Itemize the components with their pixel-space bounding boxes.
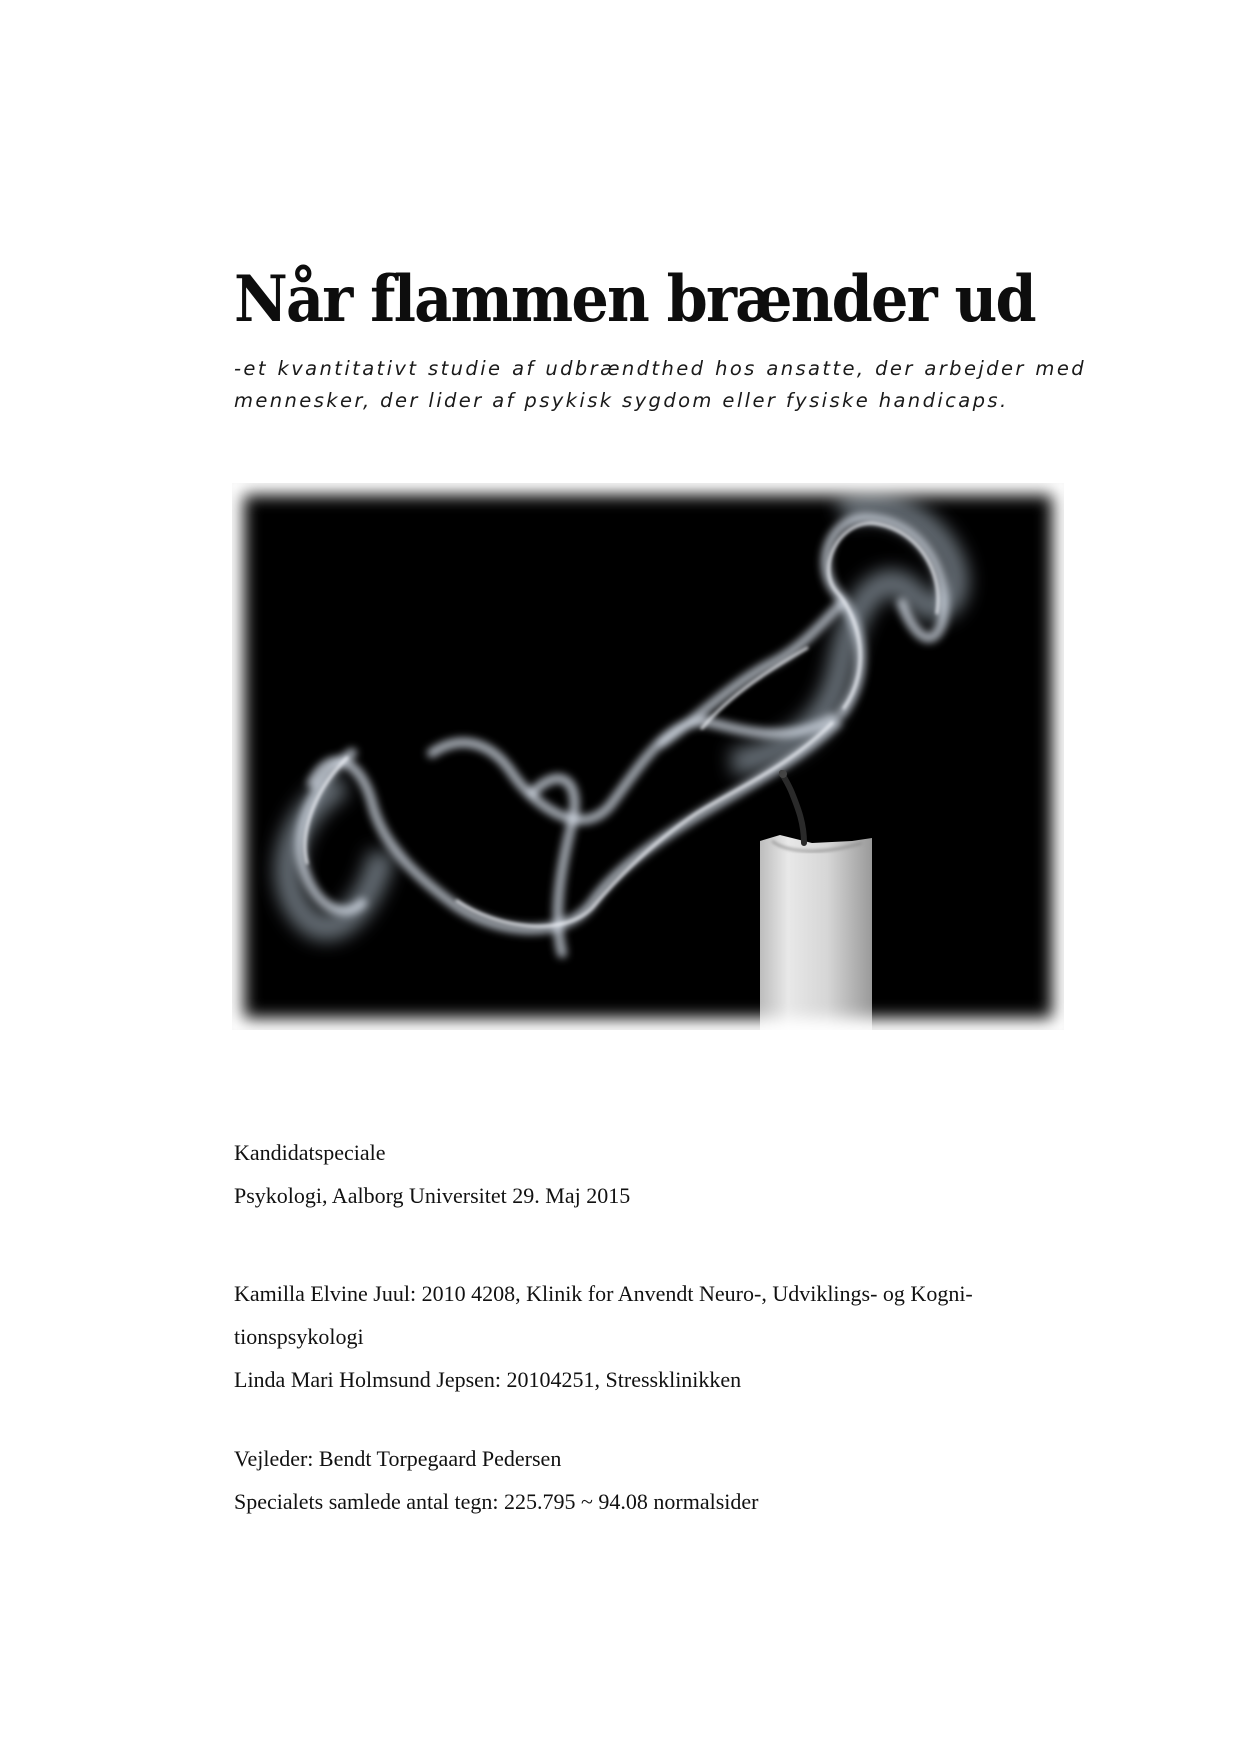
document-subtitle: -et kvantitativt studie af udbrændthed hos ansatte, der arbejder med mennesker, der lider af psykisk sygdom eller fysiske handicaps. bbox=[234, 357, 1086, 412]
institution-date: Psykologi, Aalborg Universitet 29. Maj 2015 bbox=[234, 1183, 631, 1208]
author-1-line2: tionspsykologi bbox=[234, 1324, 364, 1349]
cover-image bbox=[232, 483, 1064, 1030]
author-1-line1: Kamilla Elvine Juul: 2010 4208, Klinik for Anvendt Neuro-, Udviklings- og Kogni- bbox=[234, 1281, 973, 1306]
character-count: Specialets samlede antal tegn: 225.795 ~ 94.08 normalsider bbox=[234, 1489, 759, 1514]
thesis-type: Kandidatspeciale bbox=[234, 1140, 386, 1165]
document-title: Når flammen brænder ud bbox=[234, 262, 1035, 337]
candle-smoke-icon bbox=[232, 483, 1064, 1030]
supervisor: Vejleder: Bendt Torpegaard Pedersen bbox=[234, 1446, 562, 1471]
author-2: Linda Mari Holmsund Jepsen: 20104251, Stressklinikken bbox=[234, 1367, 742, 1392]
